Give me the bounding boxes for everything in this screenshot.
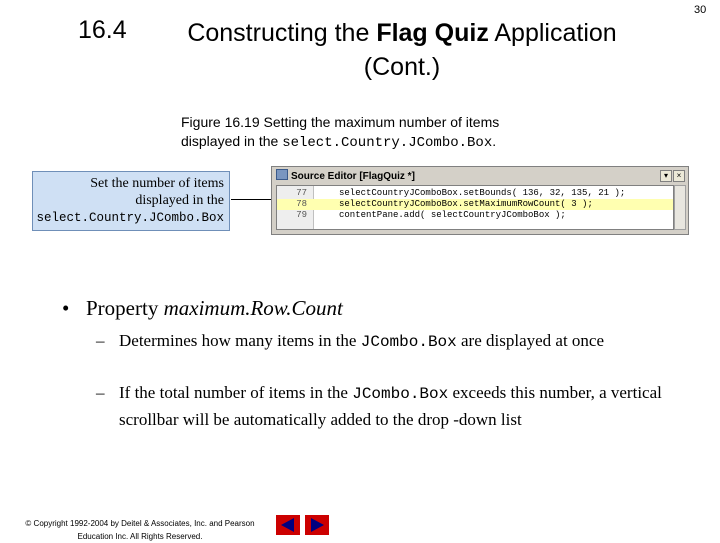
code-line-highlighted — [277, 199, 673, 210]
code-text: selectCountryJComboBox.setBounds( 136, 32, 135, 21 ); — [339, 188, 626, 198]
callout-line2: displayed in the — [135, 193, 224, 208]
editor-title: Source Editor [FlagQuiz *] — [291, 171, 415, 182]
callout-line1: Set the number of items — [90, 176, 224, 191]
editor-titlebar — [274, 169, 658, 183]
caption-period: . — [492, 133, 497, 149]
sub-bullet — [96, 328, 676, 355]
next-slide-icon — [305, 515, 329, 535]
callout-code: select.Country.JCombo.Box — [36, 211, 224, 225]
copyright-line1: © Copyright 1992-2004 by Deitel & Associates, Inc. and Pearson — [25, 519, 255, 528]
sub-bullet-text: If the total number of items in the — [119, 383, 353, 402]
copyright-notice — [10, 517, 270, 543]
code-line — [277, 188, 673, 199]
callout-box — [32, 171, 230, 231]
title-line2: (Cont.) — [363, 53, 441, 81]
title-bold-text: Flag Quiz — [376, 19, 489, 47]
editor-vertical-scrollbar — [674, 185, 686, 230]
editor-window-icon — [276, 169, 288, 180]
sub-bullet — [96, 380, 676, 432]
bullet-property-name: maximum.Row.Count — [163, 296, 343, 320]
code-text: contentPane.add( selectCountryJComboBox ); — [339, 210, 566, 220]
title-text-after: Application — [488, 19, 617, 47]
code-line — [277, 210, 673, 221]
dash-icon: – — [96, 331, 105, 350]
sub-bullet-text: Determines how many items in the — [119, 331, 361, 350]
sub-bullet-text: are displayed at once — [456, 331, 605, 350]
line-number: 78 — [296, 199, 307, 209]
bullet-prefix: Property — [86, 296, 164, 320]
figure-caption — [181, 113, 601, 153]
minimize-icon: ▾ — [660, 170, 672, 182]
page-number: 30 — [694, 4, 707, 16]
sub-bullet-code: JCombo.Box — [352, 385, 449, 403]
main-bullet — [62, 296, 343, 321]
editor-code-area — [276, 185, 674, 230]
title-text-before: Constructing the — [187, 19, 377, 47]
caption-line1: Figure 16.19 Setting the maximum number of items — [181, 114, 500, 130]
caption-line2: displayed in the — [181, 133, 283, 149]
line-number: 77 — [296, 188, 307, 198]
previous-slide-button[interactable] — [276, 515, 300, 535]
previous-slide-icon — [276, 515, 300, 535]
dash-icon: – — [96, 383, 105, 402]
close-icon: × — [673, 170, 685, 182]
bullet-dot-icon: • — [62, 296, 70, 320]
copyright-line2: Education Inc. All Rights Reserved. — [77, 532, 203, 541]
line-number: 79 — [296, 210, 307, 220]
source-editor-screenshot — [271, 166, 689, 235]
sub-bullet-text: exceeds this number, a vertical scrollbar will be automatically added to the drop -down list — [119, 383, 662, 429]
section-number: 16.4 — [78, 16, 127, 44]
code-text: selectCountryJComboBox.setMaximumRowCount( 3 ); — [339, 199, 593, 209]
sub-bullet-code: JCombo.Box — [360, 333, 457, 351]
slide-title — [152, 16, 652, 84]
caption-code: select.Country.JCombo.Box — [282, 135, 493, 151]
next-slide-button[interactable] — [305, 515, 329, 535]
